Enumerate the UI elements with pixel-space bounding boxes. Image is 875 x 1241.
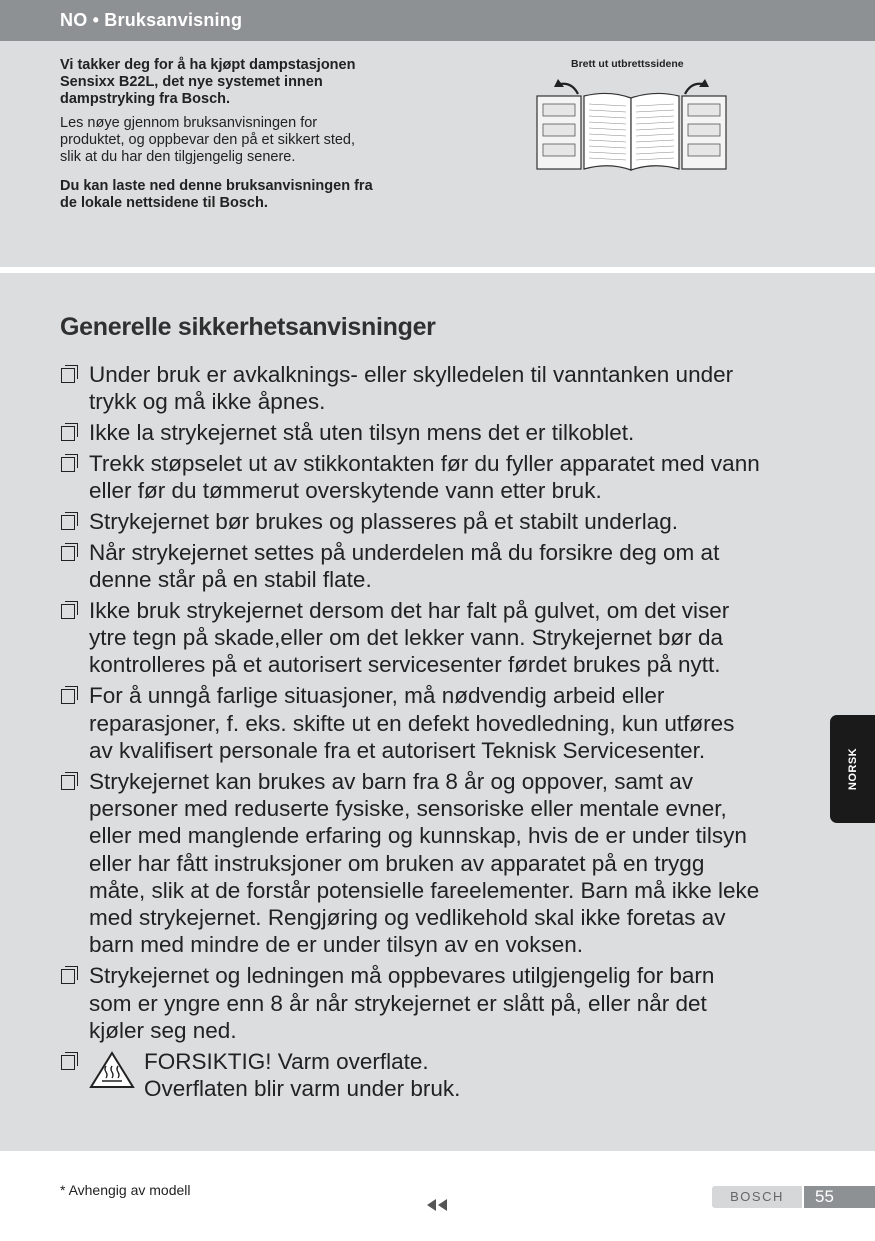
intro-thanks-line: dampstryking fra Bosch. <box>60 91 231 107</box>
caution-text: Overflaten blir varm under bruk. <box>144 1075 461 1101</box>
checkbox-bullet-icon <box>61 426 75 441</box>
safety-item-line: barn med mindre de er under tilsyn av en voksen. <box>89 932 584 958</box>
checkbox-bullet-icon <box>61 689 75 704</box>
safety-item-line: kjøler seg ned. <box>89 1017 237 1043</box>
intro-thanks <box>60 57 440 108</box>
safety-item-line: Strykejernet bør brukes og plasseres på et stabilt underlag. <box>89 508 679 534</box>
checkbox-bullet-icon <box>61 775 75 790</box>
hot-surface-warning-icon <box>89 1051 135 1089</box>
safety-item-line: av kvalifisert personale fra et autorisert Teknisk Servicesenter. <box>89 737 706 763</box>
language-tab-label: NORSK <box>846 747 859 791</box>
safety-item <box>60 508 825 535</box>
intro-download <box>60 178 440 212</box>
brand-name: BOSCH <box>730 1189 784 1204</box>
safety-item-line: Strykejernet kan brukes av barn fra 8 år og oppover, samt av <box>89 768 694 794</box>
safety-item-line: Ikke la strykejernet stå uten tilsyn mens det er tilkoblet. <box>89 420 635 446</box>
footnote: * Avhengig av modell <box>60 1182 191 1198</box>
intro-instructions-line: Les nøye gjennom bruksanvisningen for <box>60 115 318 131</box>
safety-item-line: personer med reduserte fysiske, sensoriske eller mentale evner, <box>89 795 727 821</box>
safety-item <box>60 361 825 416</box>
safety-item-line: trykk og må ikke åpnes. <box>89 389 326 415</box>
safety-item-line: eller før du tømmerut overskytende vann etter bruk. <box>89 478 602 504</box>
checkbox-bullet-icon <box>61 604 75 619</box>
safety-item-line: denne står på en stabil flate. <box>89 567 372 593</box>
safety-item-caution <box>60 1048 825 1103</box>
safety-list <box>60 361 825 1106</box>
safety-item-line: måte, slik at de forstår potensielle fareelementer. Barn må ikke leke <box>89 877 760 903</box>
intro-thanks-line: Sensixx B22L, det nye systemet innen <box>60 74 323 90</box>
language-side-tab <box>830 715 875 823</box>
page-number: 55 <box>815 1187 834 1206</box>
safety-item-line: som er yngre enn 8 år når strykejernet er slått på, eller når det <box>89 990 707 1016</box>
header-title: NO • Bruksanvisning <box>60 10 243 30</box>
intro-instructions <box>60 115 440 166</box>
checkbox-bullet-icon <box>61 515 75 530</box>
safety-item <box>60 682 825 764</box>
section-title: Generelle sikkerhetsanvisninger <box>60 313 436 341</box>
safety-item-line: Trekk støpselet ut av stikkontakten før du fyller apparatet med vann <box>89 450 760 476</box>
caution-title: FORSIKTIG! Varm overflate. <box>144 1048 429 1074</box>
safety-item-line: For å unngå farlige situasjoner, må nødvendig arbeid eller <box>89 683 665 709</box>
safety-item-line: eller har fått instruksjoner om bruken av apparatet på en trygg <box>89 850 705 876</box>
fold-out-pages-illustration <box>534 74 729 174</box>
safety-item-line: med strykejernet. Rengjøring og vedlikehold skal ikke foretas av <box>89 905 726 931</box>
safety-item-line: Når strykejernet settes på underdelen må du forsikre deg om at <box>89 539 720 565</box>
safety-item <box>60 539 825 594</box>
checkbox-bullet-icon <box>61 457 75 472</box>
checkbox-bullet-icon <box>61 368 75 383</box>
safety-item <box>60 419 825 446</box>
safety-item-line: Strykejernet og ledningen må oppbevares utilgjengelig for barn <box>89 963 715 989</box>
fold-out-label: Brett ut utbrettssidene <box>571 58 684 70</box>
safety-item-line: kontrolleres på et autorisert servicesenter førdet brukes på nytt. <box>89 652 721 678</box>
intro-thanks-line: Vi takker deg for å ha kjøpt dampstasjonen <box>60 57 356 73</box>
safety-item-line: reparasjoner, f. eks. skifte ut en defekt hovedledning, kun utføres <box>89 710 735 736</box>
safety-item-line: Ikke bruk strykejernet dersom det har falt på gulvet, om det viser <box>89 597 730 623</box>
checkbox-bullet-icon <box>61 546 75 561</box>
safety-item-line: Under bruk er avkalknings- eller skylledelen til vanntanken under <box>89 362 734 387</box>
page-number-box <box>804 1186 875 1208</box>
checkbox-bullet-icon <box>61 1055 75 1070</box>
safety-item-line: eller med manglende erfaring og kunnskap, hvis de er under tilsyn <box>89 823 747 849</box>
checkbox-bullet-icon <box>61 969 75 984</box>
brand-box <box>712 1186 802 1208</box>
intro-instructions-line: slik at du har den tilgjengelig senere. <box>60 149 296 165</box>
safety-item-line: ytre tegn på skade,eller om det lekker vann. Strykejernet bør da <box>89 625 724 651</box>
safety-item <box>60 450 825 505</box>
safety-item <box>60 962 825 1044</box>
safety-item <box>60 768 825 959</box>
intro-instructions-line: produktet, og oppbevar den på et sikkert sted, <box>60 132 356 148</box>
intro-download-line: de lokale nettsidene til Bosch. <box>60 195 268 211</box>
safety-item <box>60 597 825 679</box>
previous-page-arrows-icon <box>425 1199 451 1211</box>
intro-download-line: Du kan laste ned denne bruksanvisningen fra <box>60 178 373 194</box>
